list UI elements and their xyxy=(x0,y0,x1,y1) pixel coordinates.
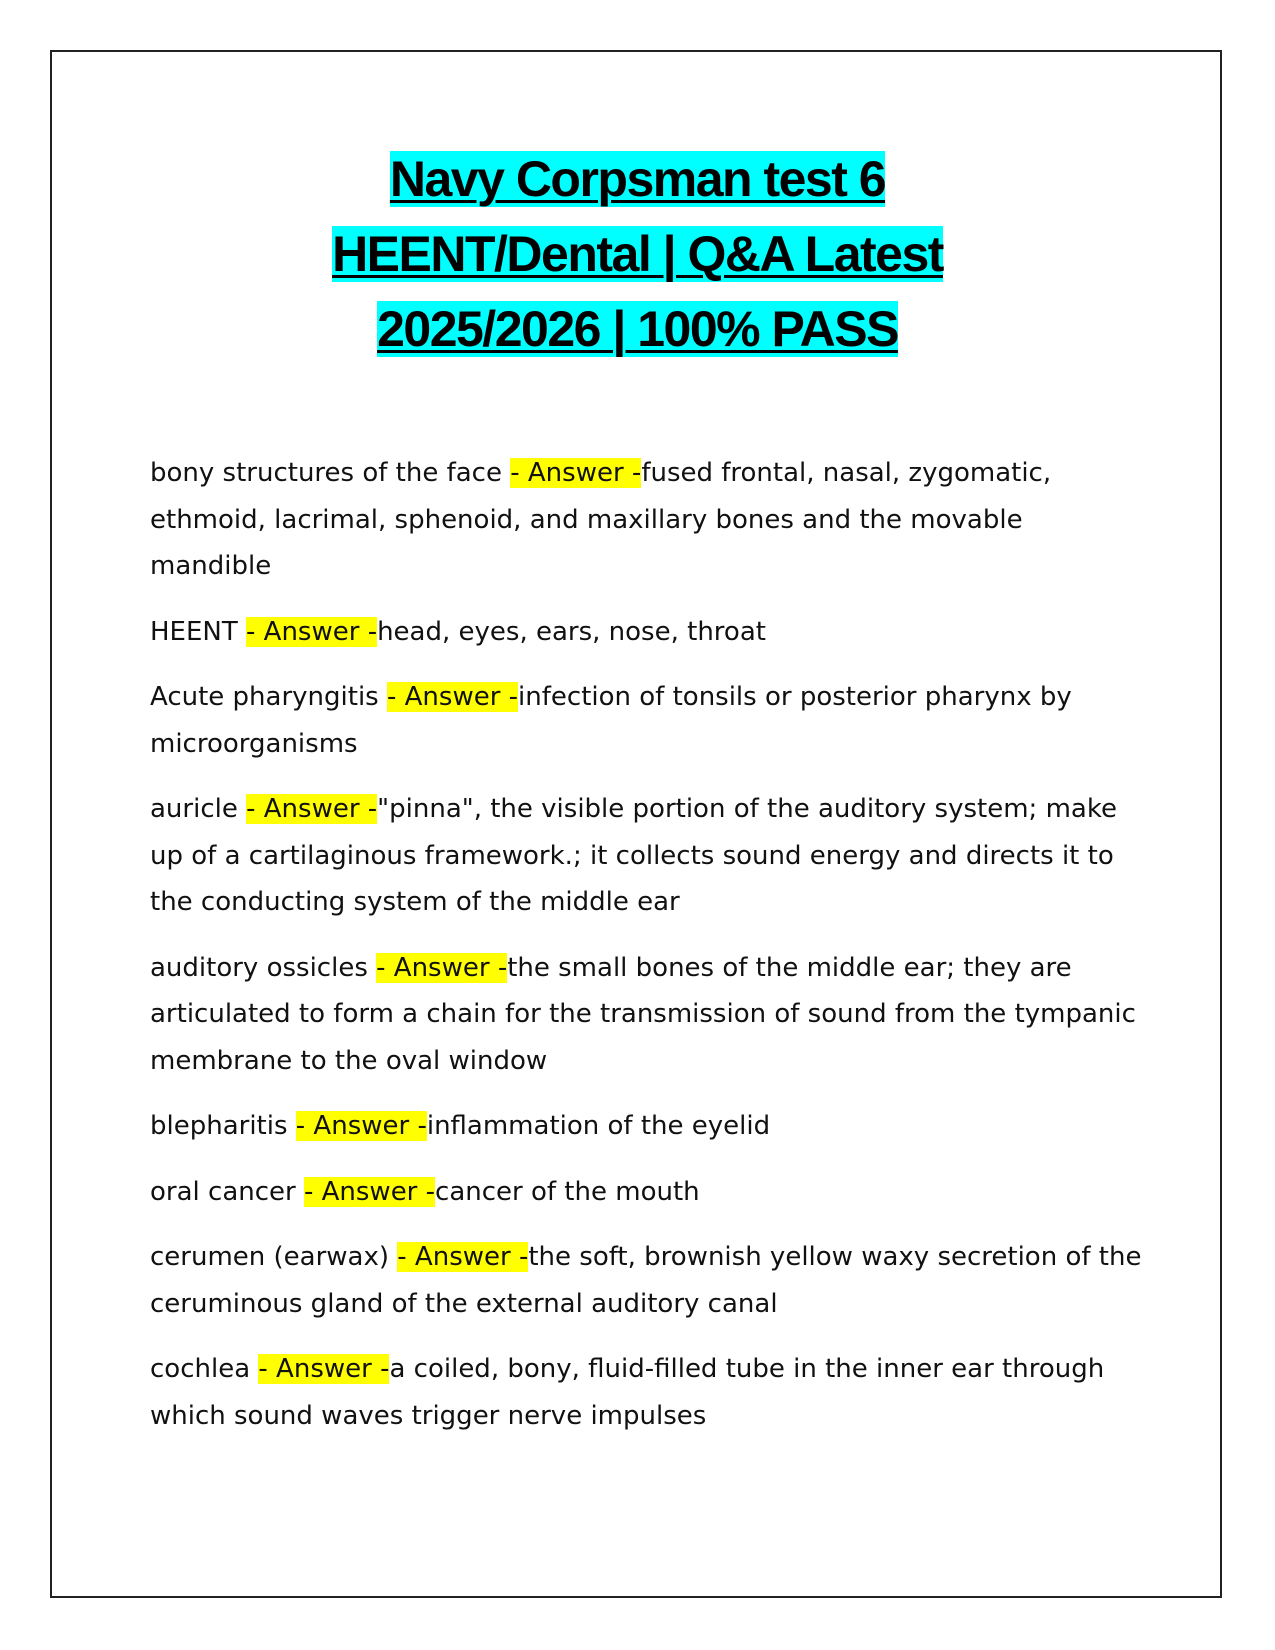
qa-item xyxy=(150,1234,1150,1327)
qa-item xyxy=(150,674,1150,767)
qa-definition: cancer of the mouth xyxy=(435,1176,700,1207)
qa-term: cerumen (earwax) xyxy=(150,1242,398,1272)
answer-tag: - Answer - xyxy=(258,1354,390,1384)
qa-definition: fused frontal, nasal, zygomatic, ethmoid, lacrimal, sphenoid, and maxillary bones and the movable mandible xyxy=(150,458,1052,581)
document-title xyxy=(120,142,1155,367)
qa-list xyxy=(150,450,1150,1458)
qa-item xyxy=(150,786,1150,926)
title-line-1: Navy Corpsman test 6 xyxy=(389,151,886,207)
title-line-2: HEENT/Dental | Q&A Latest xyxy=(332,226,943,282)
qa-definition: "pinna", the visible portion of the auditory system; make up of a cartilaginous framework.; it collects sound energy and directs it to the conducting system of the middle ear xyxy=(150,794,1117,917)
qa-term: auditory ossicles xyxy=(150,952,377,983)
qa-definition: inflammation of the eyelid xyxy=(426,1111,771,1141)
answer-tag: - Answer - xyxy=(303,1176,436,1207)
answer-tag: - Answer - xyxy=(246,794,378,824)
qa-item xyxy=(150,609,1150,656)
qa-term: blepharitis xyxy=(150,1111,296,1141)
answer-tag: - Answer - xyxy=(510,458,642,488)
answer-tag: - Answer - xyxy=(295,1111,427,1141)
qa-term: bony structures of the face xyxy=(150,458,511,488)
qa-item xyxy=(150,1103,1150,1150)
qa-term: auricle xyxy=(150,794,247,824)
qa-term: oral cancer xyxy=(150,1176,304,1207)
answer-tag: - Answer - xyxy=(376,952,508,983)
qa-definition: the soft, brownish yellow waxy secretion of the ceruminous gland of the external auditory canal xyxy=(150,1242,1142,1319)
answer-tag: - Answer - xyxy=(246,616,378,647)
answer-tag: - Answer - xyxy=(386,682,519,712)
title-line-3: 2025/2026 | 100% PASS xyxy=(377,301,898,357)
qa-term: cochlea xyxy=(150,1354,259,1384)
qa-item xyxy=(150,945,1150,1085)
qa-term: Acute pharyngitis xyxy=(150,682,387,712)
qa-item xyxy=(150,450,1150,590)
answer-tag: - Answer - xyxy=(397,1242,529,1272)
qa-item xyxy=(150,1169,1150,1216)
qa-item xyxy=(150,1346,1150,1439)
qa-definition: the small bones of the middle ear; they are articulated to form a chain for the transmission of sound from the tympanic membrane to the oval window xyxy=(150,952,1136,1076)
qa-term: HEENT xyxy=(150,616,247,647)
qa-definition: a coiled, bony, fluid-filled tube in the inner ear through which sound waves trigger nerve impulses xyxy=(150,1354,1105,1431)
qa-definition: infection of tonsils or posterior pharynx by microorganisms xyxy=(150,682,1072,759)
qa-definition: head, eyes, ears, nose, throat xyxy=(377,616,766,647)
